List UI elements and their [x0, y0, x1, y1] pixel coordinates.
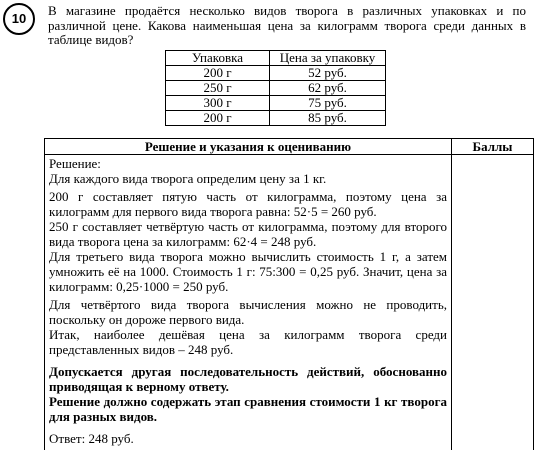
column-header-package: Упаковка [166, 51, 270, 66]
table-row [166, 81, 386, 96]
table-header-row [166, 51, 386, 66]
price-cell: 85 руб. [270, 111, 386, 126]
problem-statement: В магазине продаётся несколько видов творога в различных упаковках и по различной цене. Какова наименьшая цена за килограмм творога среди данных в таблице видов? [48, 3, 526, 47]
points-header: Баллы [472, 139, 513, 154]
solution-label: Решение: [49, 156, 101, 171]
price-cell: 75 руб. [270, 96, 386, 111]
package-cell: 250 г [166, 81, 270, 96]
solution-table [44, 138, 534, 450]
package-cell: 300 г [166, 96, 270, 111]
price-cell: 52 руб. [270, 66, 386, 81]
grading-note: Решение должно содержать этап сравнения стоимости 1 кг творога для разных видов. [49, 394, 447, 424]
solution-line: Для четвёртого вида творога вычисления можно не проводить, поскольку он дороже первого вида. [49, 297, 447, 327]
solution-line: Итак, наиболее дешёвая цена за килограмм творога среди представленных видов – 248 руб. [49, 327, 447, 357]
table-row [166, 111, 386, 126]
solution-line: Для третьего вида творога можно вычислить стоимость 1 г, а затем умножить её на 1000. Стоимость 1 г: 75:300 = 0,25 руб. Значит, цена за килограмм: 0,25·1000 = 250 руб. [49, 249, 447, 294]
table-row [166, 96, 386, 111]
answer-line: Ответ: 248 руб. [49, 431, 134, 446]
package-cell: 200 г [166, 111, 270, 126]
solution-line: 250 г составляет четвёртую часть от килограмма, поэтому для второго вида творога цена за килограмм: 62·4 = 248 руб. [49, 219, 447, 249]
solution-header: Решение и указания к оцениванию [144, 139, 352, 154]
price-cell: 62 руб. [270, 81, 386, 96]
solution-line: Для каждого вида творога определим цену за 1 кг. [49, 171, 327, 186]
solution-header-row [45, 139, 533, 155]
grading-note: Допускается другая последовательность действий, обоснованно приводящая к верному ответу. [49, 364, 447, 394]
column-header-price: Цена за упаковку [270, 51, 386, 66]
solution-line: 200 г составляет пятую часть от килограмма, поэтому цена за килограмм для первого вида творога равна: 52·5 = 260 руб. [49, 189, 447, 219]
solution-content [49, 156, 447, 446]
task-number: 10 [3, 3, 35, 35]
column-divider [451, 139, 452, 450]
package-cell: 200 г [166, 66, 270, 81]
price-table [165, 50, 386, 126]
table-row [166, 66, 386, 81]
